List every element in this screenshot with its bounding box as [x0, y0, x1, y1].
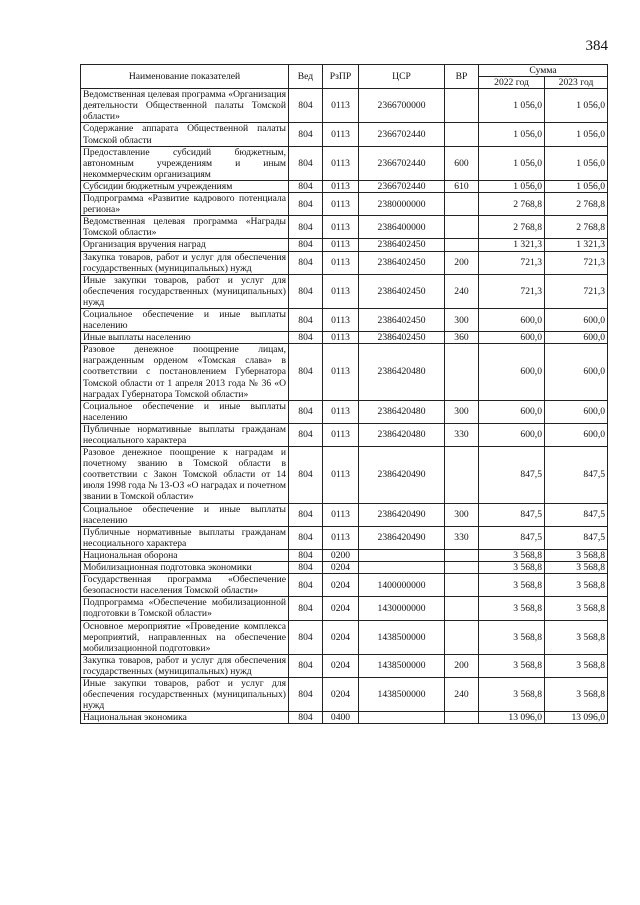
cell-name: Государственная программа «Обеспечение безопасности населения Томской области»: [81, 574, 289, 597]
cell-amount-2023: 3 568,8: [545, 677, 608, 711]
cell-name: Разовое денежное поощрение лицам, награжденным орденом «Томская слава» в соответствии с постановлением Губернатора Томской области от 1 апреля 2013 года № 36 «О наградах Губернатора Томской области»: [81, 344, 289, 400]
page-number: 384: [585, 38, 608, 54]
cell-amount-2022: 1 056,0: [479, 146, 545, 180]
table-row: [81, 423, 608, 446]
cell-ved: 804: [289, 344, 323, 400]
cell-ved: 804: [289, 549, 323, 561]
cell-rzpr: 0113: [323, 274, 359, 308]
cell-vr: [445, 549, 479, 561]
cell-ved: 804: [289, 239, 323, 251]
cell-amount-2022: 600,0: [479, 344, 545, 400]
cell-csr: 2386402450: [359, 239, 445, 251]
table-row: [81, 239, 608, 251]
table-row: [81, 193, 608, 216]
cell-csr: [359, 712, 445, 724]
cell-rzpr: 0113: [323, 180, 359, 192]
cell-csr: 2386402450: [359, 274, 445, 308]
table-row: [81, 180, 608, 192]
cell-rzpr: 0113: [323, 526, 359, 549]
cell-amount-2023: 3 568,8: [545, 549, 608, 561]
cell-name: Социальное обеспечение и иные выплаты населению: [81, 400, 289, 423]
cell-amount-2022: 3 568,8: [479, 562, 545, 574]
cell-name: Публичные нормативные выплаты гражданам несоциального характера: [81, 423, 289, 446]
cell-vr: [445, 193, 479, 216]
cell-csr: 2366702440: [359, 123, 445, 146]
cell-vr: 610: [445, 180, 479, 192]
cell-vr: [445, 447, 479, 503]
cell-ved: 804: [289, 89, 323, 123]
cell-name: Закупка товаров, работ и услуг для обеспечения государственных (муниципальных) нужд: [81, 251, 289, 274]
cell-csr: 2386420490: [359, 526, 445, 549]
cell-amount-2023: 847,5: [545, 503, 608, 526]
cell-amount-2022: 2 768,8: [479, 193, 545, 216]
cell-name: Национальная экономика: [81, 712, 289, 724]
cell-ved: 804: [289, 677, 323, 711]
cell-csr: 2386420490: [359, 503, 445, 526]
cell-rzpr: 0113: [323, 216, 359, 239]
budget-table: [80, 64, 608, 724]
cell-amount-2022: 1 056,0: [479, 180, 545, 192]
cell-rzpr: 0113: [323, 344, 359, 400]
cell-csr: 1400000000: [359, 574, 445, 597]
cell-amount-2022: 13 096,0: [479, 712, 545, 724]
cell-amount-2022: 600,0: [479, 332, 545, 344]
cell-csr: 1430000000: [359, 597, 445, 620]
table-row: [81, 447, 608, 503]
cell-name: Закупка товаров, работ и услуг для обеспечения государственных (муниципальных) нужд: [81, 654, 289, 677]
cell-amount-2023: 600,0: [545, 332, 608, 344]
cell-rzpr: 0113: [323, 400, 359, 423]
cell-vr: [445, 344, 479, 400]
header-csr: ЦСР: [359, 65, 445, 89]
cell-name: Социальное обеспечение и иные выплаты населению: [81, 503, 289, 526]
cell-name: Организация вручения наград: [81, 239, 289, 251]
cell-name: Подпрограмма «Обеспечение мобилизационной подготовки в Томской области»: [81, 597, 289, 620]
cell-csr: 1438500000: [359, 654, 445, 677]
cell-vr: [445, 89, 479, 123]
cell-amount-2022: 721,3: [479, 274, 545, 308]
header-vr: ВР: [445, 65, 479, 89]
cell-name: Ведомственная целевая программа «Награды Томской области»: [81, 216, 289, 239]
cell-csr: [359, 562, 445, 574]
cell-name: Публичные нормативные выплаты гражданам несоциального характера: [81, 526, 289, 549]
cell-vr: 330: [445, 526, 479, 549]
cell-name: Субсидии бюджетным учреждениям: [81, 180, 289, 192]
cell-ved: 804: [289, 503, 323, 526]
cell-vr: [445, 123, 479, 146]
table-row: [81, 562, 608, 574]
cell-ved: 804: [289, 251, 323, 274]
cell-amount-2022: 1 321,3: [479, 239, 545, 251]
cell-amount-2023: 1 056,0: [545, 123, 608, 146]
header-rzpr: РзПР: [323, 65, 359, 89]
cell-amount-2022: 3 568,8: [479, 597, 545, 620]
cell-csr: 2386400000: [359, 216, 445, 239]
cell-rzpr: 0113: [323, 146, 359, 180]
cell-vr: 240: [445, 274, 479, 308]
cell-amount-2023: 721,3: [545, 251, 608, 274]
cell-vr: [445, 562, 479, 574]
table-row: [81, 308, 608, 331]
header-name: Наименование показателей: [81, 65, 289, 89]
cell-amount-2022: 3 568,8: [479, 574, 545, 597]
cell-amount-2022: 600,0: [479, 423, 545, 446]
cell-rzpr: 0113: [323, 447, 359, 503]
cell-csr: 2386420480: [359, 423, 445, 446]
cell-name: Основное мероприятие «Проведение комплекса мероприятий, направленных на обеспечение мобилизационной подготовки»: [81, 620, 289, 654]
table-row: [81, 503, 608, 526]
cell-csr: 2386420490: [359, 447, 445, 503]
cell-rzpr: 0113: [323, 251, 359, 274]
cell-ved: 804: [289, 308, 323, 331]
cell-csr: 2366702440: [359, 180, 445, 192]
cell-vr: 300: [445, 308, 479, 331]
cell-rzpr: 0113: [323, 332, 359, 344]
cell-ved: 804: [289, 216, 323, 239]
cell-ved: 804: [289, 447, 323, 503]
header-year-2022: 2022 год: [479, 77, 545, 89]
cell-amount-2023: 3 568,8: [545, 562, 608, 574]
cell-rzpr: 0204: [323, 562, 359, 574]
cell-ved: 804: [289, 180, 323, 192]
cell-csr: 2386402450: [359, 308, 445, 331]
cell-name: Разовое денежное поощрение к наградам и почетному званию в Томской области в соответствии с Закон Томской области от 14 июля 1998 года № 13-ОЗ «О наградах и почетном звании в Томской области»: [81, 447, 289, 503]
cell-amount-2022: 3 568,8: [479, 677, 545, 711]
cell-vr: [445, 597, 479, 620]
header-year-2023: 2023 год: [545, 77, 608, 89]
cell-rzpr: 0204: [323, 654, 359, 677]
table-row: [81, 146, 608, 180]
cell-name: Иные закупки товаров, работ и услуг для обеспечения государственных (муниципальных) нужд: [81, 274, 289, 308]
cell-csr: 2386420480: [359, 400, 445, 423]
cell-rzpr: 0204: [323, 620, 359, 654]
cell-name: Иные закупки товаров, работ и услуг для обеспечения государственных (муниципальных) нужд: [81, 677, 289, 711]
cell-amount-2022: 3 568,8: [479, 549, 545, 561]
cell-ved: 804: [289, 400, 323, 423]
table-row: [81, 216, 608, 239]
cell-vr: [445, 239, 479, 251]
cell-ved: 804: [289, 146, 323, 180]
cell-amount-2023: 2 768,8: [545, 193, 608, 216]
table-row: [81, 677, 608, 711]
table-row: [81, 89, 608, 123]
cell-rzpr: 0113: [323, 89, 359, 123]
cell-ved: 804: [289, 562, 323, 574]
table-row: [81, 332, 608, 344]
cell-amount-2023: 847,5: [545, 526, 608, 549]
cell-amount-2023: 600,0: [545, 423, 608, 446]
cell-vr: [445, 216, 479, 239]
cell-vr: [445, 712, 479, 724]
cell-amount-2022: 1 056,0: [479, 89, 545, 123]
cell-csr: 2380000000: [359, 193, 445, 216]
cell-amount-2022: 600,0: [479, 400, 545, 423]
cell-vr: 300: [445, 400, 479, 423]
cell-amount-2023: 847,5: [545, 447, 608, 503]
cell-name: Мобилизационная подготовка экономики: [81, 562, 289, 574]
cell-amount-2022: 600,0: [479, 308, 545, 331]
cell-rzpr: 0113: [323, 423, 359, 446]
header-sum: Сумма: [479, 65, 608, 77]
cell-name: Содержание аппарата Общественной палаты Томской области: [81, 123, 289, 146]
cell-vr: 600: [445, 146, 479, 180]
cell-vr: 300: [445, 503, 479, 526]
table-row: [81, 344, 608, 400]
cell-csr: [359, 549, 445, 561]
cell-amount-2023: 600,0: [545, 308, 608, 331]
cell-rzpr: 0113: [323, 193, 359, 216]
cell-name: Иные выплаты населению: [81, 332, 289, 344]
table-row: [81, 549, 608, 561]
cell-amount-2022: 847,5: [479, 526, 545, 549]
header-ved: Вед: [289, 65, 323, 89]
cell-name: Социальное обеспечение и иные выплаты населению: [81, 308, 289, 331]
cell-csr: 2386402450: [359, 251, 445, 274]
cell-name: Национальная оборона: [81, 549, 289, 561]
cell-amount-2023: 13 096,0: [545, 712, 608, 724]
cell-ved: 804: [289, 526, 323, 549]
table-row: [81, 123, 608, 146]
cell-ved: 804: [289, 620, 323, 654]
cell-rzpr: 0204: [323, 574, 359, 597]
table-row: [81, 620, 608, 654]
cell-rzpr: 0113: [323, 308, 359, 331]
cell-vr: 240: [445, 677, 479, 711]
cell-rzpr: 0200: [323, 549, 359, 561]
cell-csr: 1438500000: [359, 677, 445, 711]
cell-amount-2023: 3 568,8: [545, 574, 608, 597]
cell-amount-2023: 600,0: [545, 344, 608, 400]
cell-rzpr: 0204: [323, 597, 359, 620]
table-row: [81, 574, 608, 597]
table-body: [81, 89, 608, 724]
cell-amount-2022: 2 768,8: [479, 216, 545, 239]
cell-amount-2023: 1 056,0: [545, 180, 608, 192]
cell-amount-2023: 721,3: [545, 274, 608, 308]
cell-csr: 1438500000: [359, 620, 445, 654]
cell-amount-2022: 721,3: [479, 251, 545, 274]
cell-rzpr: 0113: [323, 503, 359, 526]
cell-ved: 804: [289, 274, 323, 308]
cell-name: Предоставление субсидий бюджетным, автономным учреждениям и иным некоммерческим организациям: [81, 146, 289, 180]
cell-amount-2023: 3 568,8: [545, 620, 608, 654]
cell-vr: [445, 620, 479, 654]
cell-rzpr: 0204: [323, 677, 359, 711]
table-header: [81, 65, 608, 89]
cell-ved: 804: [289, 712, 323, 724]
cell-name: Подпрограмма «Развитие кадрового потенциала региона»: [81, 193, 289, 216]
table-row: [81, 274, 608, 308]
cell-csr: 2366700000: [359, 89, 445, 123]
cell-amount-2022: 847,5: [479, 503, 545, 526]
cell-rzpr: 0400: [323, 712, 359, 724]
table-row: [81, 251, 608, 274]
cell-vr: 200: [445, 251, 479, 274]
cell-amount-2023: 1 056,0: [545, 89, 608, 123]
cell-csr: 2386402450: [359, 332, 445, 344]
cell-csr: 2386420480: [359, 344, 445, 400]
cell-amount-2023: 600,0: [545, 400, 608, 423]
cell-amount-2022: 1 056,0: [479, 123, 545, 146]
cell-amount-2023: 3 568,8: [545, 597, 608, 620]
cell-csr: 2366702440: [359, 146, 445, 180]
cell-amount-2023: 1 321,3: [545, 239, 608, 251]
cell-amount-2022: 3 568,8: [479, 620, 545, 654]
cell-ved: 804: [289, 597, 323, 620]
cell-vr: 360: [445, 332, 479, 344]
cell-amount-2023: 2 768,8: [545, 216, 608, 239]
table-row: [81, 400, 608, 423]
cell-ved: 804: [289, 123, 323, 146]
cell-amount-2023: 1 056,0: [545, 146, 608, 180]
cell-amount-2023: 3 568,8: [545, 654, 608, 677]
cell-rzpr: 0113: [323, 123, 359, 146]
cell-ved: 804: [289, 193, 323, 216]
table-row: [81, 654, 608, 677]
table-row: [81, 712, 608, 724]
cell-name: Ведомственная целевая программа «Организация деятельности Общественной палаты Томской области»: [81, 89, 289, 123]
table-row: [81, 526, 608, 549]
cell-ved: 804: [289, 423, 323, 446]
cell-vr: 330: [445, 423, 479, 446]
cell-amount-2022: 3 568,8: [479, 654, 545, 677]
cell-rzpr: 0113: [323, 239, 359, 251]
cell-ved: 804: [289, 654, 323, 677]
table-row: [81, 597, 608, 620]
cell-vr: [445, 574, 479, 597]
cell-amount-2022: 847,5: [479, 447, 545, 503]
cell-vr: 200: [445, 654, 479, 677]
cell-ved: 804: [289, 332, 323, 344]
cell-ved: 804: [289, 574, 323, 597]
